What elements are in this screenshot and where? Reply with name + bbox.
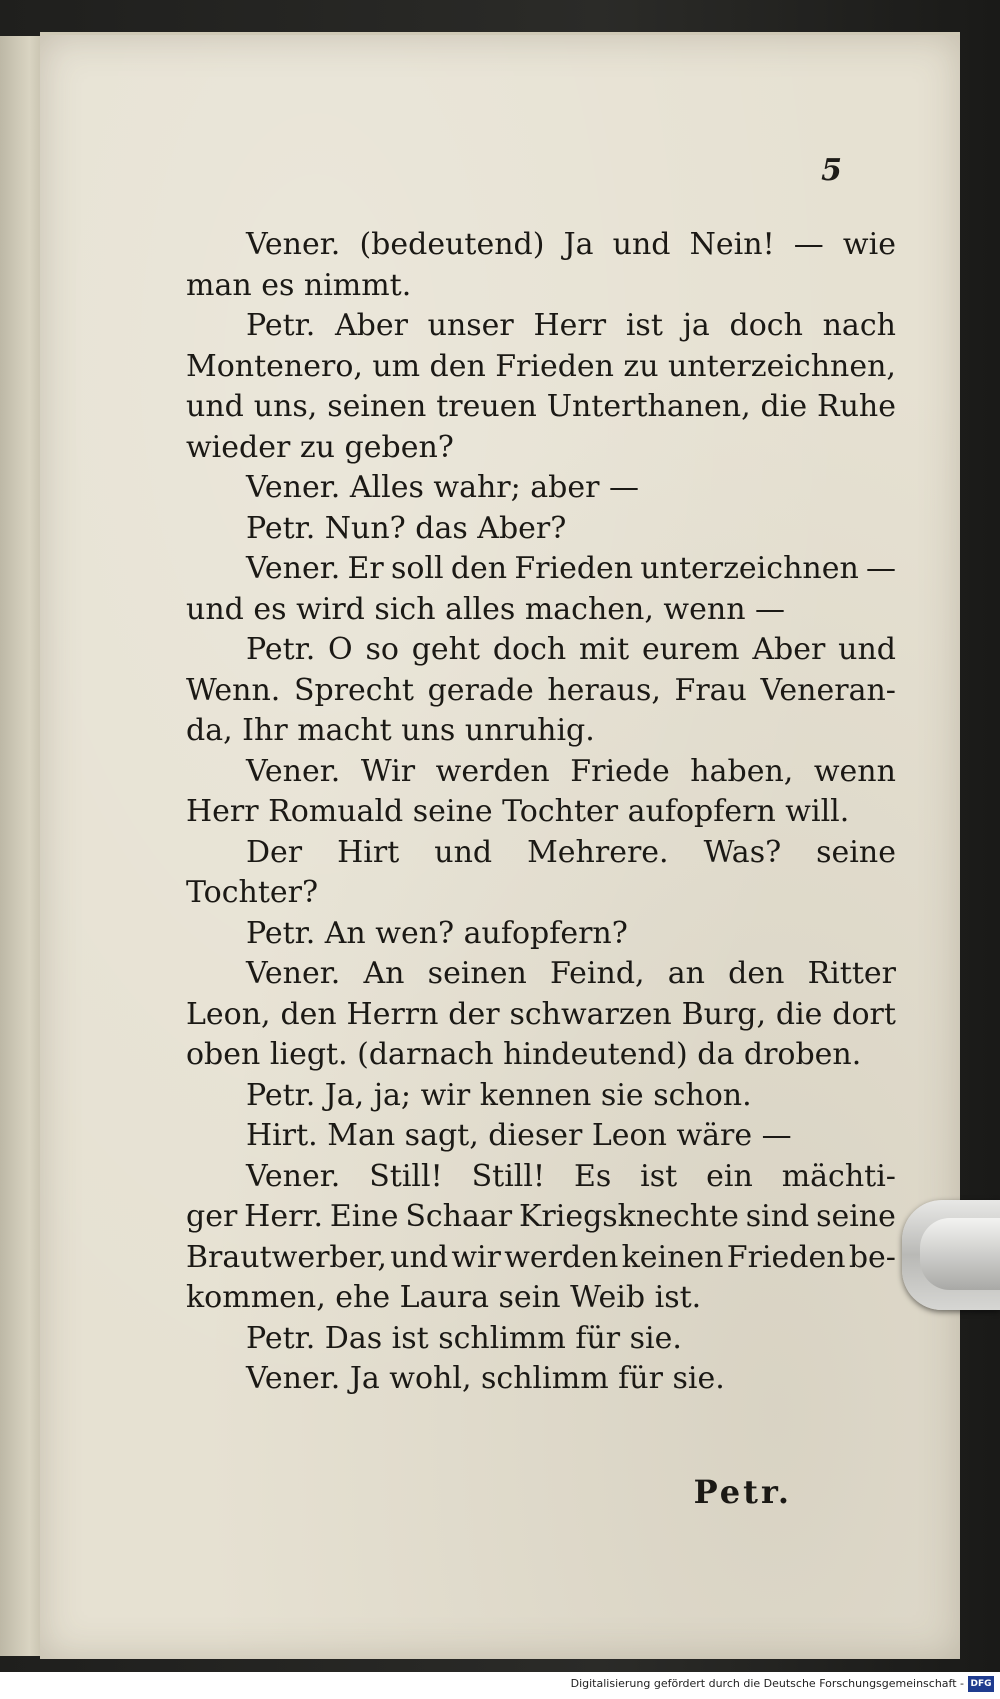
book-page <box>40 32 960 1659</box>
text-line: Petr. Aber unser Herr ist ja doch nach <box>246 308 896 343</box>
text-line: Brautwerber, und wir werden keinen Frieden be- <box>186 1239 896 1275</box>
text-line: Montenero, um den Frieden zu unterzeichnen, <box>186 348 896 384</box>
text-line: Vener. Alles wahr; aber — <box>246 470 639 505</box>
text-line: wieder zu geben? <box>186 429 454 465</box>
dfg-logo: DFG <box>968 1676 994 1692</box>
text-line: Wenn. Sprecht gerade heraus, Frau Veneran- <box>186 672 896 708</box>
text-line: man es nimmt. <box>186 267 412 303</box>
text-line: Petr. Ja, ja; wir kennen sie schon. <box>246 1077 752 1113</box>
text-line: Herr Romuald seine Tochter aufopfern will. <box>186 794 850 829</box>
catchword: Petr. <box>693 1473 792 1511</box>
text-line: Leon, den Herrn der schwarzen Burg, die dort <box>186 996 896 1032</box>
text-line: Vener. Still! Still! Es ist ein mächti- <box>246 1158 896 1194</box>
footer-bar <box>0 1672 1000 1699</box>
text-line: Vener. An seinen Feind, an den Ritter <box>246 956 896 991</box>
text-line: Hirt. Man sagt, dieser Leon wäre — <box>246 1118 792 1153</box>
text-line: da, Ihr macht uns unruhig. <box>186 713 595 748</box>
text-line: Petr. O so geht doch mit eurem Aber und <box>246 632 896 667</box>
page-clip <box>902 1200 1000 1310</box>
text-line: Petr. An wen? aufopfern? <box>246 915 628 951</box>
text-line: Vener. Er soll den Frieden unterzeichnen — <box>246 551 896 586</box>
footer-credit: Digitalisierung gefördert durch die Deutsche Forschungsgemeinschaft - <box>570 1677 964 1690</box>
text-line: Tochter? <box>186 875 319 910</box>
facing-page-edge <box>0 36 44 1656</box>
text-line: oben liegt. (darnach hindeutend) da droben. <box>186 1037 862 1072</box>
text-line: Petr. Nun? das Aber? <box>246 510 567 546</box>
page-number: 5 <box>821 153 842 188</box>
text-line: ger Herr. Eine Schaar Kriegsknechte sind seine <box>186 1199 896 1234</box>
text-line: Der Hirt und Mehrere. Was? seine <box>246 834 896 870</box>
text-block <box>186 225 896 1400</box>
text-line: kommen, ehe Laura sein Weib ist. <box>186 1280 702 1315</box>
text-line: Vener. Wir werden Friede haben, wenn <box>246 753 896 789</box>
text-line: Vener. (bedeutend) Ja und Nein! — wie <box>246 227 896 262</box>
text-line: Petr. Das ist schlimm für sie. <box>246 1320 682 1356</box>
text-line: Vener. Ja wohl, schlimm für sie. <box>246 1361 725 1396</box>
text-line: und es wird sich alles machen, wenn — <box>186 591 786 627</box>
text-line: und uns, seinen treuen Unterthanen, die Ruhe <box>186 389 896 424</box>
